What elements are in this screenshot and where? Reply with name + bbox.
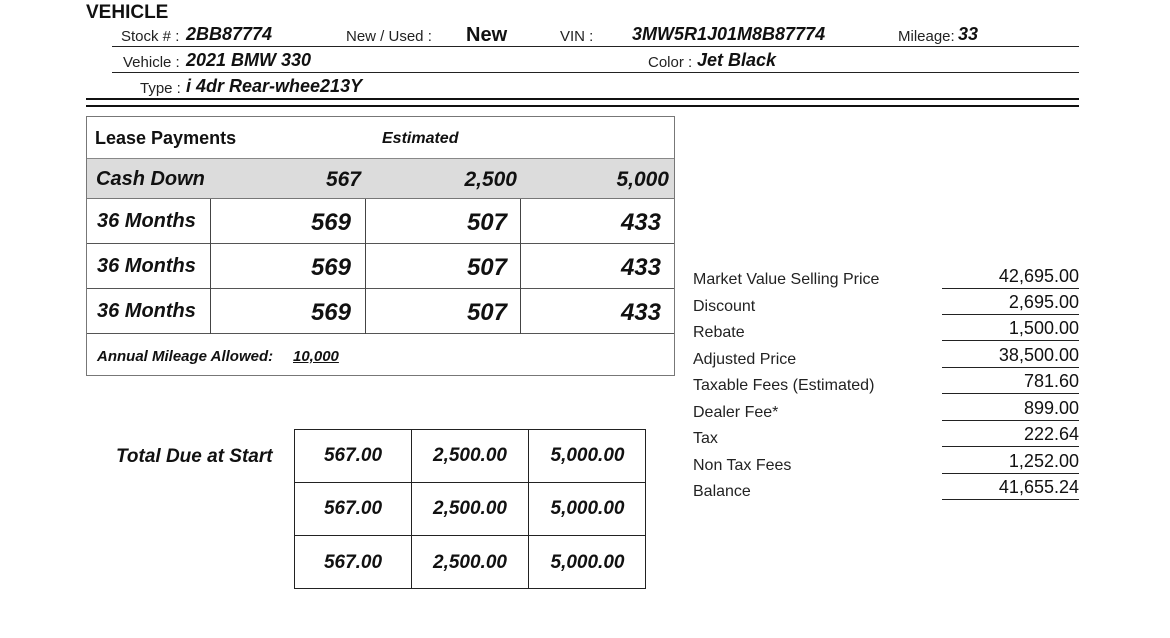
vehicle-label: Vehicle : bbox=[123, 54, 180, 71]
price-rule bbox=[942, 473, 1079, 474]
price-rule bbox=[942, 499, 1079, 500]
vehicle-section-rule-bottom bbox=[86, 105, 1079, 107]
stock-value: 2BB87774 bbox=[186, 24, 273, 44]
lease-payment: 507 bbox=[466, 209, 507, 236]
lease-payments-table bbox=[86, 116, 675, 376]
lease-title: Lease Payments bbox=[95, 128, 237, 148]
price-rule bbox=[942, 420, 1079, 421]
cash-down-value: 5,000 bbox=[616, 168, 669, 191]
type-label: Type : bbox=[140, 80, 181, 97]
lease-term: 36 Months bbox=[97, 210, 196, 232]
lease-term: 36 Months bbox=[97, 300, 196, 322]
price-label: Adjusted Price bbox=[693, 351, 797, 368]
price-rule bbox=[942, 340, 1079, 341]
lease-payment: 507 bbox=[466, 254, 507, 281]
lease-row bbox=[87, 199, 674, 244]
total-due-cell: 2,500.00 bbox=[412, 430, 529, 483]
cash-down-value: 2,500 bbox=[464, 168, 517, 191]
price-label: Dealer Fee* bbox=[693, 404, 779, 421]
lease-row bbox=[87, 289, 674, 334]
price-label: Balance bbox=[693, 483, 751, 500]
vin-value: 3MW5R1J01M8B87774 bbox=[632, 24, 826, 44]
price-label: Rebate bbox=[693, 324, 745, 341]
new-used-value: New bbox=[466, 24, 508, 46]
price-rule bbox=[942, 314, 1079, 315]
estimated-label: Estimated bbox=[382, 130, 459, 147]
cash-down-row bbox=[87, 159, 674, 199]
price-value: 899.00 bbox=[1023, 398, 1079, 418]
price-value: 1,252.00 bbox=[1008, 451, 1079, 471]
price-label: Tax bbox=[693, 430, 718, 447]
price-rule bbox=[942, 393, 1079, 394]
vehicle-section-rule-top bbox=[86, 98, 1079, 100]
price-value: 1,500.00 bbox=[1008, 318, 1079, 338]
total-due-cell: 5,000.00 bbox=[529, 430, 646, 483]
total-due-label: Total Due at Start bbox=[116, 446, 273, 467]
price-value: 781.60 bbox=[1023, 371, 1079, 391]
total-due-cell: 567.00 bbox=[295, 483, 412, 536]
lease-grid-divider bbox=[520, 199, 521, 334]
mileage-value: 33 bbox=[958, 24, 979, 44]
price-value: 38,500.00 bbox=[998, 345, 1079, 365]
lease-header-row bbox=[87, 117, 674, 159]
price-value: 222.64 bbox=[1023, 424, 1079, 444]
total-due-cell: 5,000.00 bbox=[550, 551, 625, 573]
cash-down-value: 567 bbox=[325, 168, 361, 191]
price-rule bbox=[942, 446, 1079, 447]
total-due-table bbox=[294, 429, 646, 589]
vehicle-row-1-rule bbox=[112, 46, 1079, 47]
lease-grid-divider bbox=[210, 199, 211, 334]
type-value: i 4dr Rear-whee213Y bbox=[186, 76, 363, 96]
lease-payment: 433 bbox=[620, 209, 661, 236]
total-due-cell: 2,500.00 bbox=[412, 483, 529, 536]
price-label: Taxable Fees (Estimated) bbox=[693, 377, 875, 394]
price-value: 41,655.24 bbox=[998, 477, 1079, 497]
price-rule bbox=[942, 367, 1079, 368]
vehicle-row-2-rule bbox=[112, 72, 1079, 73]
color-value: Jet Black bbox=[697, 50, 777, 70]
total-due-cell: 567.00 bbox=[295, 536, 412, 589]
price-rule bbox=[942, 288, 1079, 289]
lease-payment: 433 bbox=[620, 254, 661, 281]
price-value: 2,695.00 bbox=[1008, 292, 1079, 312]
lease-payment: 569 bbox=[310, 209, 351, 236]
lease-payment: 433 bbox=[620, 299, 661, 326]
lease-payment: 569 bbox=[310, 299, 351, 326]
vehicle-value: 2021 BMW 330 bbox=[186, 50, 312, 70]
color-label: Color : bbox=[648, 54, 693, 71]
lease-term: 36 Months bbox=[97, 255, 196, 277]
mileage-allowed-value: 10,000 bbox=[293, 348, 339, 365]
total-due-cell: 2,500.00 bbox=[412, 536, 529, 589]
mileage-label: Mileage: bbox=[898, 28, 955, 45]
total-due-cell: 5,000.00 bbox=[529, 483, 646, 536]
cash-down-label: Cash Down bbox=[96, 168, 205, 190]
total-due-cell: 567.00 bbox=[295, 430, 412, 483]
vehicle-section-title: VEHICLE bbox=[86, 2, 169, 23]
lease-payment: 507 bbox=[466, 299, 507, 326]
vin-label: VIN : bbox=[560, 28, 594, 45]
new-used-label: New / Used : bbox=[346, 28, 432, 45]
mileage-allowed-label: Annual Mileage Allowed: bbox=[97, 348, 274, 365]
price-label: Non Tax Fees bbox=[693, 457, 792, 474]
price-label: Discount bbox=[693, 298, 756, 315]
price-label: Market Value Selling Price bbox=[693, 271, 880, 288]
price-value: 42,695.00 bbox=[998, 266, 1079, 286]
stock-label: Stock # : bbox=[121, 28, 180, 45]
lease-payment: 569 bbox=[310, 254, 351, 281]
lease-row bbox=[87, 244, 674, 289]
lease-grid-divider bbox=[365, 199, 366, 334]
